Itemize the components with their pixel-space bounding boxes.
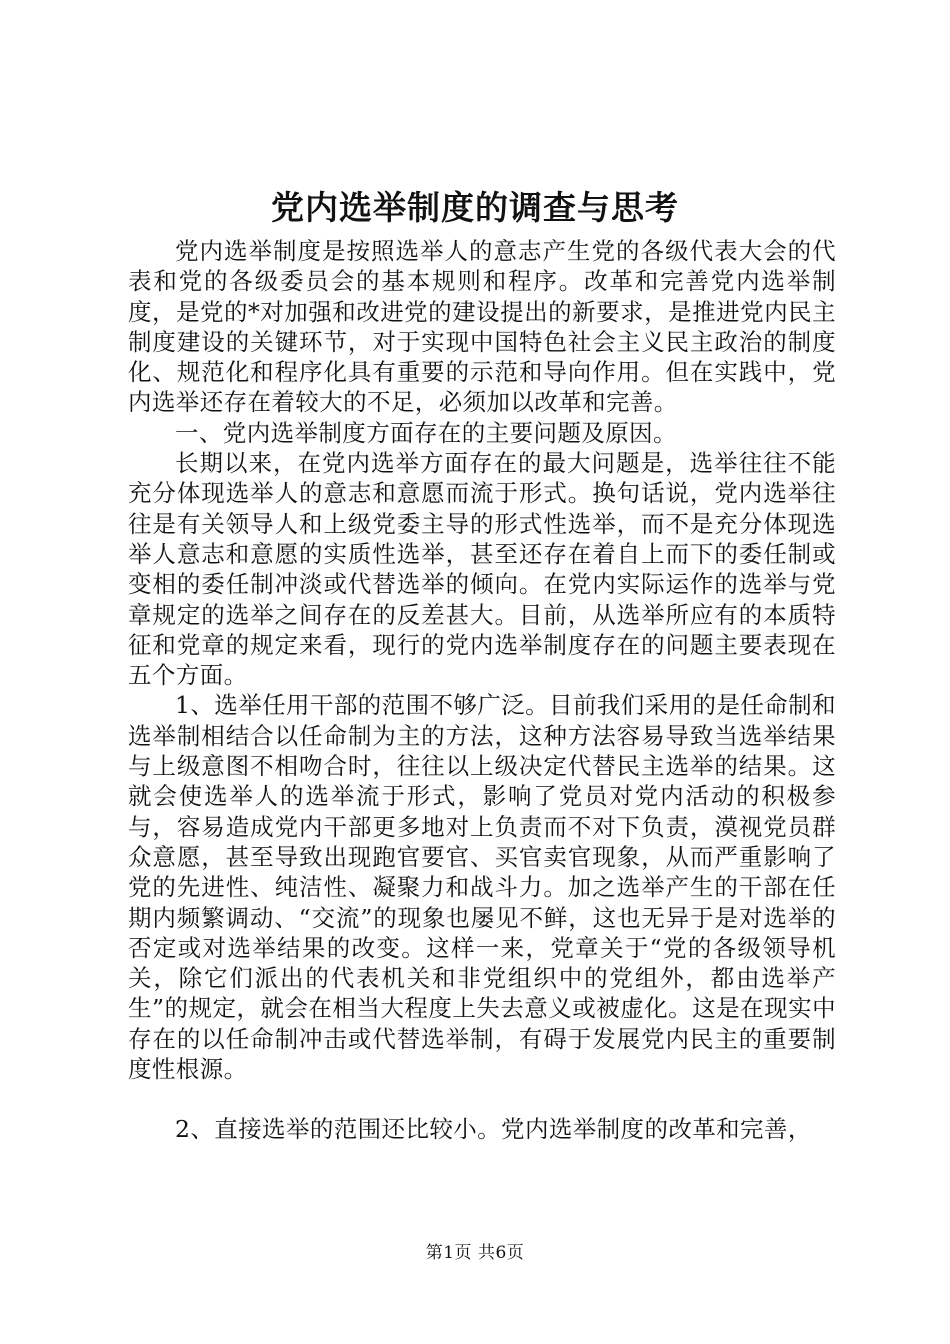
paragraph-intro: 党内选举制度是按照选举人的意志产生党的各级代表大会的代表和党的各级委员会的基本规则和程序。改革和完善党内选举制度，是党的*对加强和改进党的建设提出的新要求，是推进党内民主制度建设的关键环节，对于实现中国特色社会主义民主政治的制度化、规范化和程序化具有重要的示范和导向作用。但在实践中，党内选举还存在着较大的不足，必须加以改革和完善。 [128, 237, 836, 417]
section-heading-1: 一、党内选举制度方面存在的主要问题及原因。 [175, 418, 677, 447]
paragraph-point-2: 2、直接选举的范围还比较小。党内选举制度的改革和完善， [175, 1115, 812, 1144]
page-footer: 第1页 共6页 [425, 1243, 525, 1263]
paragraph-point-1: 1、选举任用干部的范围不够广泛。目前我们采用的是任命制和选举制相结合以任命制为主的方法，这种方法容易导致当选举结果与上级意图不相吻合时，往往以上级决定代替民主选举的结果。这就会使选举人的选举流于形式，影响了党员对党内活动的积极参与，容易造成党内干部更多地对上负责而不对下负责，漠视党员群众意愿，甚至导致出现跑官要官、买官卖官现象，从而严重影响了党的先进性、纯洁性、凝聚力和战斗力。加之选举产生的干部在任期内频繁调动、“交流”的现象也屡见不鲜，这也无异于是对选举的否定或对选举结果的改变。这样一来，党章关于“党的各级领导机关，除它们派出的代表机关和非党组织中的党组外，都由选举产生”的规定，就会在相当大程度上失去意义或被虚化。这是在现实中存在的以任命制冲击或代替选举制，有碍于发展党内民主的重要制度性根源。 [128, 691, 836, 1084]
document-title: 党内选举制度的调查与思考 [271, 188, 679, 227]
document-body [128, 236, 836, 1145]
paragraph-main-problem: 长期以来，在党内选举方面存在的最大问题是，选举往往不能充分体现选举人的意志和意愿而流于形式。换句话说，党内选举往往是有关领导人和上级党委主导的形式性选举，而不是充分体现选举人意志和意愿的实质性选举，甚至还存在着自上而下的委任制或变相的委任制冲淡或代替选举的倾向。在党内实际运作的选举与党章规定的选举之间存在的反差甚大。目前，从选举所应有的本质特征和党章的规定来看，现行的党内选举制度存在的问题主要表现在五个方面。 [128, 449, 836, 690]
